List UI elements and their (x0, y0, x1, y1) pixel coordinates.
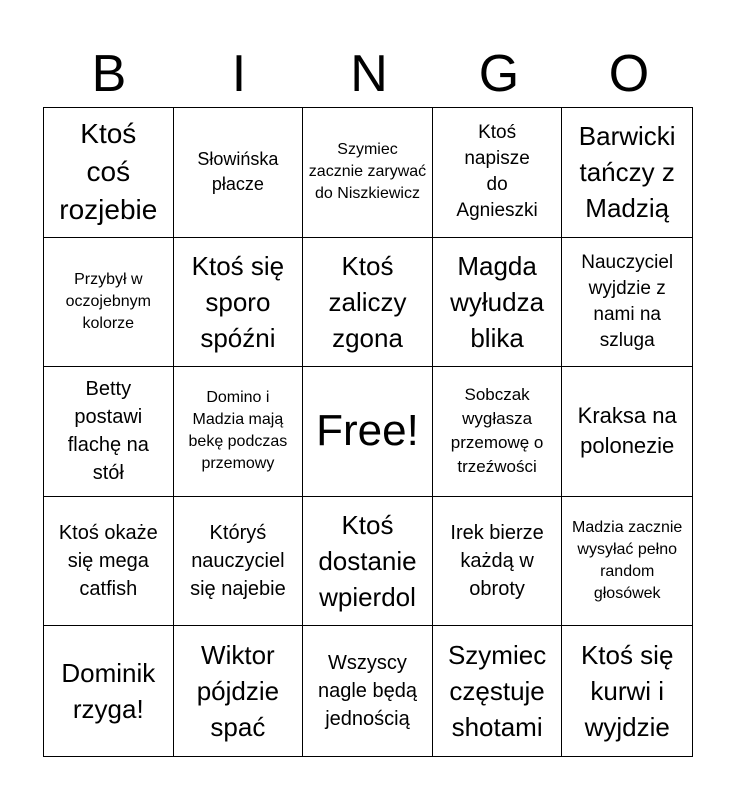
bingo-cell[interactable] (174, 238, 304, 368)
cell-text: Słowińska płacze (197, 149, 279, 195)
cell-text: Free! (316, 406, 419, 456)
bingo-cell[interactable] (433, 108, 563, 238)
cell-text: Przybył w oczojebnym kolorze (65, 270, 151, 332)
cell-text: Kraksa na polonezie (577, 403, 677, 459)
bingo-cell[interactable] (174, 367, 304, 497)
bingo-board (43, 107, 693, 757)
cell-text: Madzia zacznie wysyłać pełno random głosówek (572, 519, 683, 603)
header-letter-n: N (350, 45, 388, 103)
header-letter-g: G (478, 45, 520, 103)
bingo-cell[interactable] (174, 497, 304, 627)
bingo-cell[interactable] (562, 238, 692, 368)
cell-text: Wiktor pójdzie spać (196, 640, 280, 743)
cell-text: Ktoś zaliczy zgona (328, 250, 407, 353)
cell-text: Domino i Madzia mają bekę podczas przemowy (188, 389, 288, 473)
bingo-cell[interactable] (562, 367, 692, 497)
bingo-cell[interactable] (44, 108, 174, 238)
bingo-cell[interactable] (433, 497, 563, 627)
cell-text: Ktoś okaże się mega catfish (58, 522, 158, 601)
cell-text: Sobczak wygłasza przemowę o trzeźwości (450, 385, 544, 477)
bingo-header (44, 40, 694, 108)
bingo-cell[interactable] (174, 108, 304, 238)
cell-text: Ktoś dostanie wpierdol (318, 510, 417, 613)
header-letter-b: B (91, 45, 127, 103)
cell-text: Magda wyłudza blika (450, 250, 545, 353)
bingo-cell[interactable] (433, 367, 563, 497)
bingo-cell[interactable] (44, 238, 174, 368)
bingo-cell[interactable] (303, 238, 433, 368)
bingo-cell[interactable] (303, 626, 433, 756)
bingo-cell[interactable] (44, 367, 174, 497)
cell-text: Szymiec zacznie zarywać do Niszkiewicz (308, 141, 427, 203)
bingo-cell[interactable] (303, 108, 433, 238)
cell-text: Ktoś się kurwi i wyjdzie (580, 640, 674, 743)
bingo-cell[interactable] (562, 108, 692, 238)
bingo-cell[interactable] (44, 497, 174, 627)
bingo-cell[interactable] (433, 238, 563, 368)
bingo-cell[interactable] (433, 626, 563, 756)
bingo-cell[interactable] (44, 626, 174, 756)
bingo-cell-free[interactable] (303, 367, 433, 497)
cell-text: Wszyscy nagle będą jednością (317, 652, 417, 731)
cell-text: Szymiec częstuje shotami (447, 640, 547, 743)
cell-text: Betty postawi flachę na stół (67, 378, 149, 485)
bingo-cell[interactable] (562, 497, 692, 627)
cell-text: Ktoś się sporo spóźni (191, 250, 285, 353)
bingo-cell[interactable] (303, 497, 433, 627)
cell-text: Ktoś coś rozjebie (59, 118, 158, 226)
header-letter-i: I (231, 45, 247, 103)
cell-text: Ktoś napisze do Agnieszki (456, 122, 538, 222)
cell-text: Dominik rzyga! (61, 658, 156, 725)
cell-text: Nauczyciel wyjdzie z nami na szluga (581, 251, 674, 351)
header-letter-o: O (608, 45, 650, 103)
cell-text: Któryś nauczyciel się najebie (190, 522, 286, 601)
bingo-cell[interactable] (174, 626, 304, 756)
cell-text: Barwicki tańczy z Madzią (578, 121, 676, 224)
bingo-cell[interactable] (562, 626, 692, 756)
cell-text: Irek bierze każdą w obroty (450, 522, 544, 601)
